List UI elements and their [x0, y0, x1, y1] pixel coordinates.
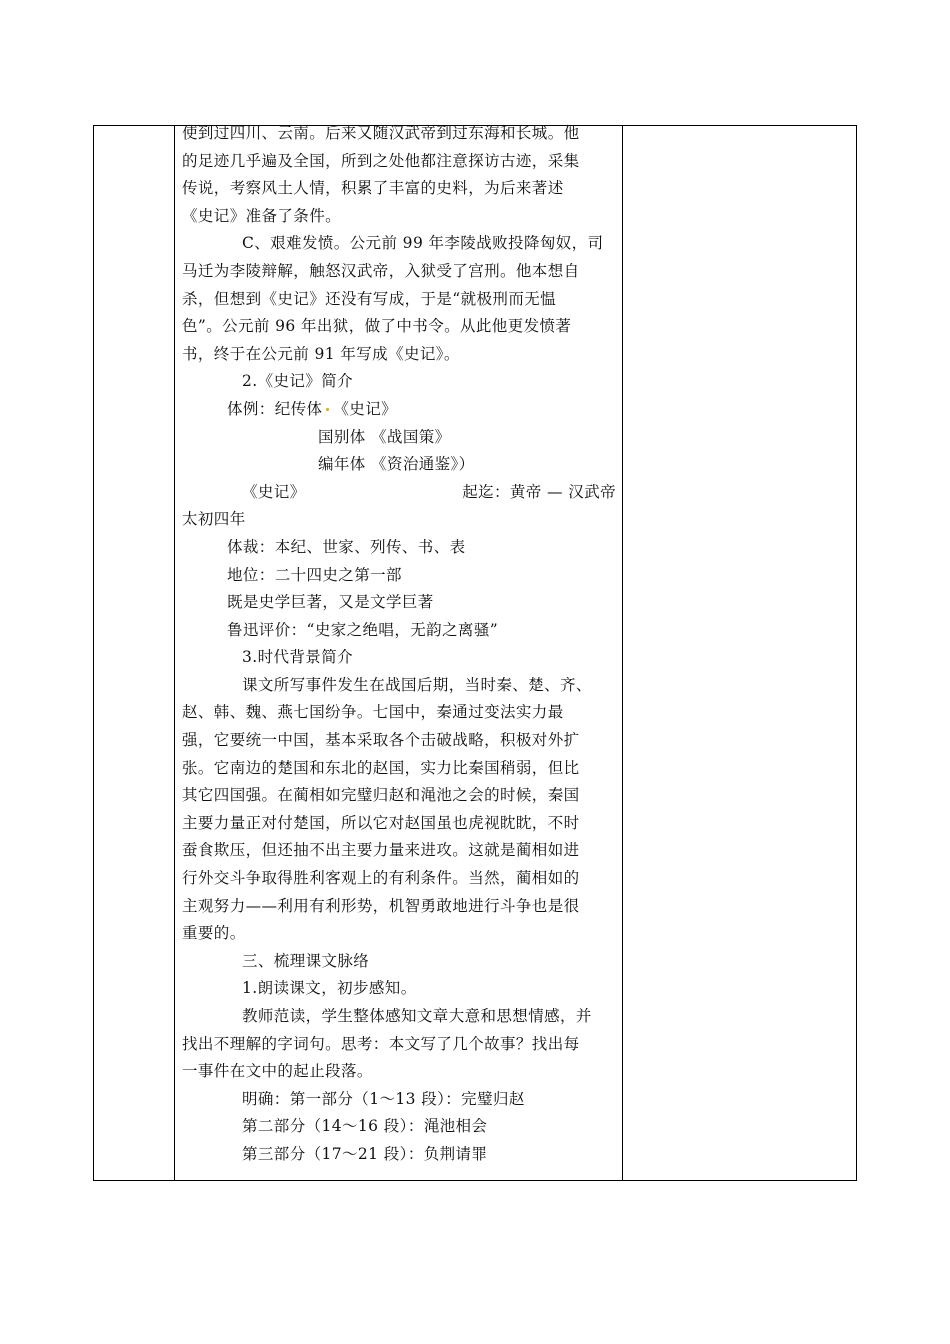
section-three-heading: 三、梳理课文脉络 — [242, 951, 370, 970]
text-line: 的足迹几乎遍及全国，所到之处他都注意探访古迹，采集 — [182, 151, 580, 170]
text-line: 强，它要统一中国，基本采取各个击破战略，积极对外扩 — [182, 731, 580, 750]
text-line: 既是史学巨著，又是文学巨著 — [227, 593, 434, 612]
span-range: 起迄：黄帝 — 汉武帝 — [462, 482, 616, 501]
text-line: 编年体 《资治通鉴》） — [318, 455, 475, 474]
table-column-divider-left — [174, 126, 175, 1180]
text-line: 色”。公元前 96 年出狱，做了中书令。从此他更发愤著 — [182, 317, 572, 336]
span-row — [182, 479, 622, 507]
genre-row — [182, 396, 622, 424]
text-line: 重要的。 — [182, 924, 246, 943]
lesson-content — [182, 120, 622, 1169]
text-line: 明确：第一部分（1～13 段）：完璧归赵 — [242, 1089, 525, 1108]
text-line: 鲁迅评价：“史家之绝唱，无韵之离骚” — [227, 620, 499, 639]
text-line: 第二部分（14～16 段）：渑池相会 — [242, 1117, 488, 1136]
text-line: 主要力量正对付楚国，所以它对赵国虽也虎视眈眈，不时 — [182, 813, 580, 832]
text-line: 找出不理解的字词句。思考：本文写了几个故事？找出每 — [182, 1034, 580, 1053]
text-line: 使到过四川、云南。后来又随汉武帝到过东海和长城。他 — [182, 124, 580, 142]
text-line: 地位：二十四史之第一部 — [227, 565, 402, 584]
section-2-heading: 2.《史记》简介 — [242, 372, 353, 391]
text-line: 《史记》准备了条件。 — [182, 206, 342, 225]
text-line: 传说，考察风土人情，积累了丰富的史料，为后来著述 — [182, 179, 564, 198]
text-line: 马迁为李陵辩解，触怒汉武帝，入狱受了宫刑。他本想自 — [182, 261, 580, 280]
table-column-divider-right — [622, 126, 623, 1180]
highlight-dot — [326, 408, 329, 411]
text-line: 蚕食欺压，但还抽不出主要力量来进攻。这就是蔺相如进 — [182, 841, 580, 860]
paragraph-c-heading: C、艰难发愤。公元前 99 年李陵战败投降匈奴，司 — [242, 234, 604, 253]
section-3-heading: 3.时代背景简介 — [242, 648, 353, 667]
text-line: 教师范读，学生整体感知文章大意和思想情感，并 — [242, 1007, 592, 1025]
text-line: 课文所写事件发生在战国后期，当时秦、楚、齐、 — [242, 675, 592, 694]
text-line: 体裁：本纪、世家、列传、书、表 — [227, 537, 466, 556]
text-line: 杀，但想到《史记》还没有写成，于是“就极刑而无愠 — [182, 289, 557, 308]
text-line: 赵、韩、魏、燕七国纷争。七国中，秦通过变法实力最 — [182, 703, 564, 722]
text-line: 书，终于在公元前 91 年写成《史记》。 — [182, 344, 460, 363]
text-line: 太初四年 — [182, 510, 246, 529]
text-line: 其它四国强。在蔺相如完璧归赵和渑池之会的时候，秦国 — [182, 786, 580, 805]
genre-example: 《史记》 — [333, 399, 398, 418]
span-book: 《史记》 — [242, 482, 306, 501]
text-line: 主观努力——利用有利形势，机智勇敢地进行斗争也是很 — [182, 896, 580, 915]
text-line: 张。它南边的楚国和东北的赵国，实力比秦国稍弱，但比 — [182, 758, 580, 777]
text-line: 第三部分（17～21 段）：负荆请罪 — [242, 1144, 488, 1163]
text-line: 行外交斗争取得胜利客观上的有利条件。当然，蔺相如的 — [182, 869, 580, 888]
text-line: 国别体 《战国策》 — [318, 427, 451, 446]
text-line: 1.朗读课文，初步感知。 — [242, 979, 417, 998]
text-line: 一事件在文中的起止段落。 — [182, 1062, 373, 1081]
genre-label: 体例：纪传体 — [227, 399, 323, 418]
